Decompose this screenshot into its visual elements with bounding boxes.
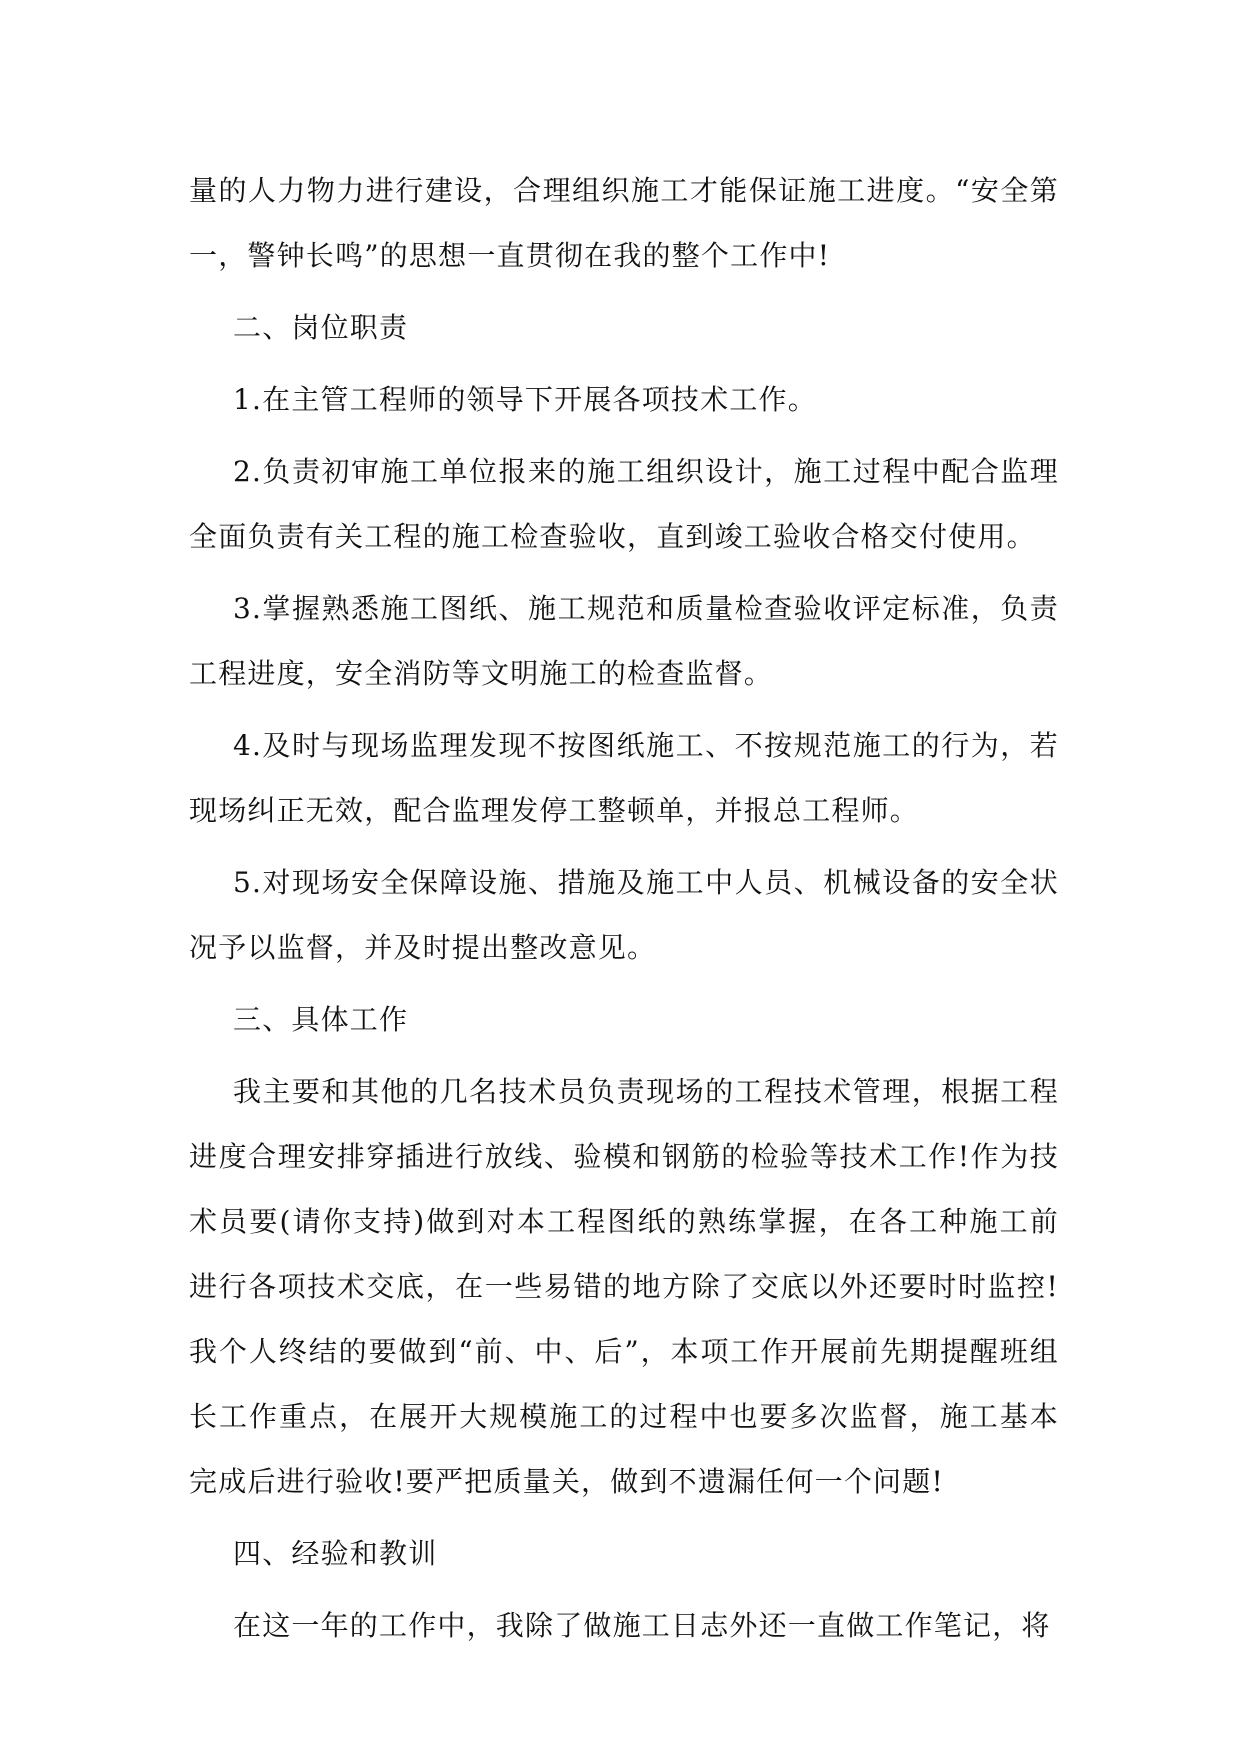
duty-item-1: 1.在主管工程师的领导下开展各项技术工作。	[233, 383, 817, 416]
duty-item-2: 2.负责初审施工单位报来的施工组织设计，施工过程中配合监理全面负责有关工程的施工检查验收，直到竣工验收合格交付使用。	[189, 455, 1059, 553]
document-body	[189, 158, 1059, 1665]
paragraph-specific-work: 我主要和其他的几名技术员负责现场的工程技术管理，根据工程进度合理安排穿插进行放线、验模和钢筋的检验等技术工作!作为技术员要(请你支持)做到对本工程图纸的熟练掌握，在各工种施工前进行各项技术交底，在一些易错的地方除了交底以外还要时时监控!我个人终结的要做到“前、中、后”，本项工作开展前先期提醒班组长工作重点，在展开大规模施工的过程中也要多次监督，施工基本完成后进行验收!要严把质量关，做到不遗漏任何一个问题!	[189, 1075, 1059, 1498]
section-heading-specific-work: 三、具体工作	[233, 1003, 409, 1036]
duty-item-3: 3.掌握熟悉施工图纸、施工规范和质量检查验收评定标准，负责工程进度，安全消防等文明施工的检查监督。	[189, 592, 1059, 690]
paragraph-continued-safety: 量的人力物力进行建设，合理组织施工才能保证施工进度。“安全第一，警钟长鸣”的思想一直贯彻在我的整个工作中!	[189, 174, 1059, 272]
duty-item-5: 5.对现场安全保障设施、措施及施工中人员、机械设备的安全状况予以监督，并及时提出整改意见。	[189, 866, 1059, 964]
section-heading-job-duties: 二、岗位职责	[233, 311, 409, 344]
paragraph-lessons-start: 在这一年的工作中，我除了做施工日志外还一直做工作笔记，将	[233, 1609, 1051, 1642]
section-heading-lessons: 四、经验和教训	[233, 1537, 438, 1570]
duty-item-4: 4.及时与现场监理发现不按图纸施工、不按规范施工的行为，若现场纠正无效，配合监理发停工整顿单，并报总工程师。	[189, 729, 1059, 827]
